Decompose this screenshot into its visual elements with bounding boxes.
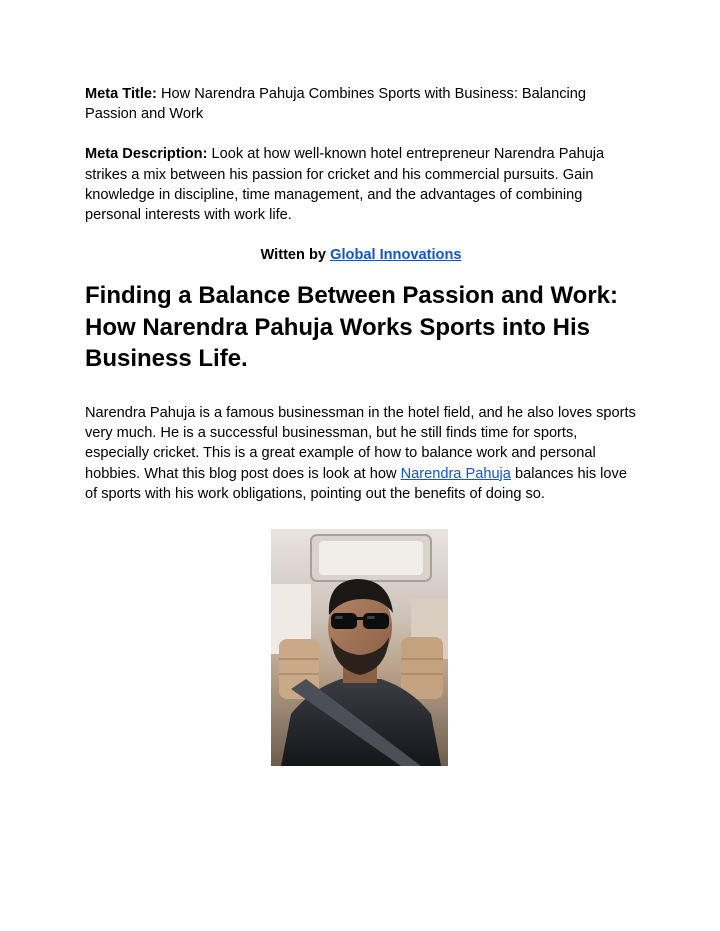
meta-description-label: Meta Description: [85, 146, 208, 163]
intro-text-after-link: balances his love of sports with his work obligations, pointing out the benefits of doing so. [85, 465, 627, 502]
intro-text-before-link: Narendra Pahuja is a famous businessman in the hotel field, and he also loves sports very much. He is a successful businessman, but he still finds time for sports, especially cricket. This is a great example of how to balance work and personal hobbies. What this blog post does is look at how [85, 404, 636, 482]
portrait-photo [271, 529, 448, 766]
byline [85, 245, 637, 265]
meta-title-label: Meta Title: [85, 86, 157, 102]
intro-paragraph [85, 403, 637, 504]
meta-title [85, 84, 637, 124]
portrait-illustration [271, 529, 448, 766]
meta-description-text: Look at how well-known hotel entrepreneur Narendra Pahuja strikes a mix between his passion for cricket and his commercial pursuits. Gain knowledge in discipline, time management, and the advantages of combining personal interests with work life. [85, 146, 605, 224]
document-content [85, 84, 637, 504]
narendra-pahuja-link[interactable]: Narendra Pahuja [400, 465, 511, 482]
meta-description [85, 144, 637, 225]
meta-title-text: How Narendra Pahuja Combines Sports with Business: Balancing Passion and Work [85, 86, 587, 123]
article-heading: Finding a Balance Between Passion and Work: How Narendra Pahuja Works Sports into His Business Life. [85, 282, 619, 373]
byline-prefix: Witten by [260, 247, 327, 264]
author-link[interactable]: Global Innovations [330, 247, 462, 264]
